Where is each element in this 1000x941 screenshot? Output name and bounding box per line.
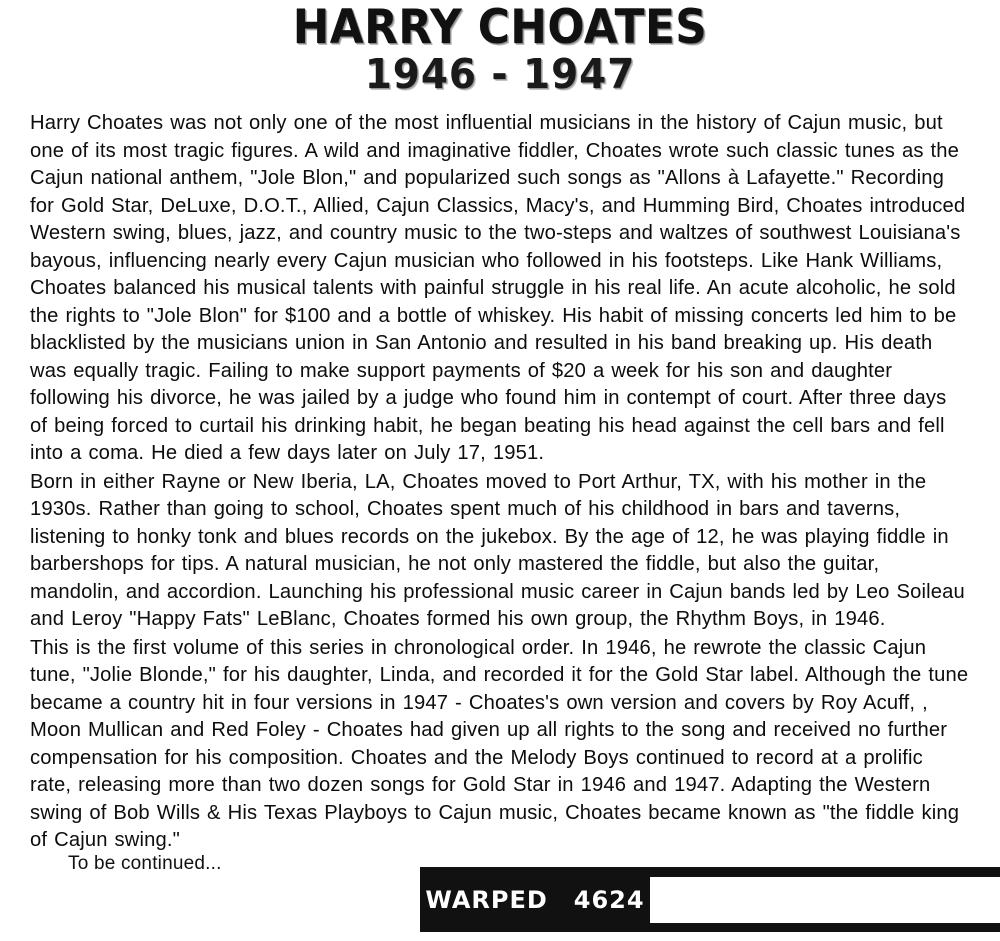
title-block <box>0 0 1000 96</box>
paragraph-2: Born in either Rayne or New Iberia, LA, Choates moved to Port Arthur, TX, with his mother in the 1930s. Rather than going to school, Choates spent much of his childhood in bars and taverns, listening to honky tonk and blues records on the jukebox. By the age of 12, he was playing fiddle in barbershops for tips. A natural musician, he not only mastered the fiddle, but also the guitar, mandolin, and accordion. Launching his professional music career in Cajun bands led by Leo Soileau and Leroy "Happy Fats" LeBlanc, Choates formed his own group, the Rhythm Boys, in 1946. <box>30 470 965 631</box>
footer-top-rule <box>420 867 1000 877</box>
to-be-continued-text: To be continued... <box>68 853 222 874</box>
paragraph-1: Harry Choates was not only one of the most influential musicians in the history of Cajun music, but one of its most tragic figures. A wild and imaginative fiddler, Choates wrote such classic tunes as the Cajun national anthem, "Jole Blon," and popularized such songs as "Allons à Lafayette." Recording for Gold Star, DeLuxe, D.O.T., Allied, Cajun Classics, Macy's, and Humming Bird, Choates introduced Western swing, blues, jazz, and country music to the two-steps and waltzes of southwest Louisiana's bayous, influencing nearly every Cajun musician who followed in his footsteps. Like Hank Williams, Choates balanced his musical talents with painful struggle in his real life. An acute alcoholic, he sold the rights to "Jole Blon" for $100 and a bottle of whiskey. His habit of missing concerts led him to be blacklisted by the musicians union in San Antonio and resulted in his band breaking up. His death was equally tragic. Failing to make support payments of $20 a week for his son and daughter following his divorce, he was jailed by a judge who found him in contempt of court. After three days of being forced to curtail his drinking habit, he began beating his head against the cell bars and fell into a coma. He died a few days later on July 17, 1951. <box>30 112 966 465</box>
footer-catalog-tag <box>420 877 650 923</box>
page-title: HARRY CHOATES <box>292 0 708 55</box>
page-subtitle-years: 1946 - 1947 <box>364 50 636 98</box>
footer-bottom-rule <box>420 923 1000 932</box>
paragraph-3: This is the first volume of this series in chronological order. In 1946, he rewrote the classic Cajun tune, "Jolie Blonde," for his daughter, Linda, and recorded it for the Gold Star label. Although the tune became a country hit in four versions in 1947 - Choates's own version and covers by Roy Acuff, , Moon Mullican and Red Foley - Choates had given up all rights to the song and received no further compensation for his composition. Choates and the Melody Boys continued to record at a prolific rate, releasing more than two dozen songs for Gold Star in 1946 and 1947. Adapting the Western swing of Bob Wills & His Texas Playboys to Cajun music, Choates became known as "the fiddle king of Cajun swing." <box>30 636 969 852</box>
body-copy <box>30 110 970 855</box>
footer <box>0 845 1000 941</box>
footer-label: WARPED <box>425 886 548 914</box>
footer-catalog-number: 4624 <box>573 886 645 914</box>
